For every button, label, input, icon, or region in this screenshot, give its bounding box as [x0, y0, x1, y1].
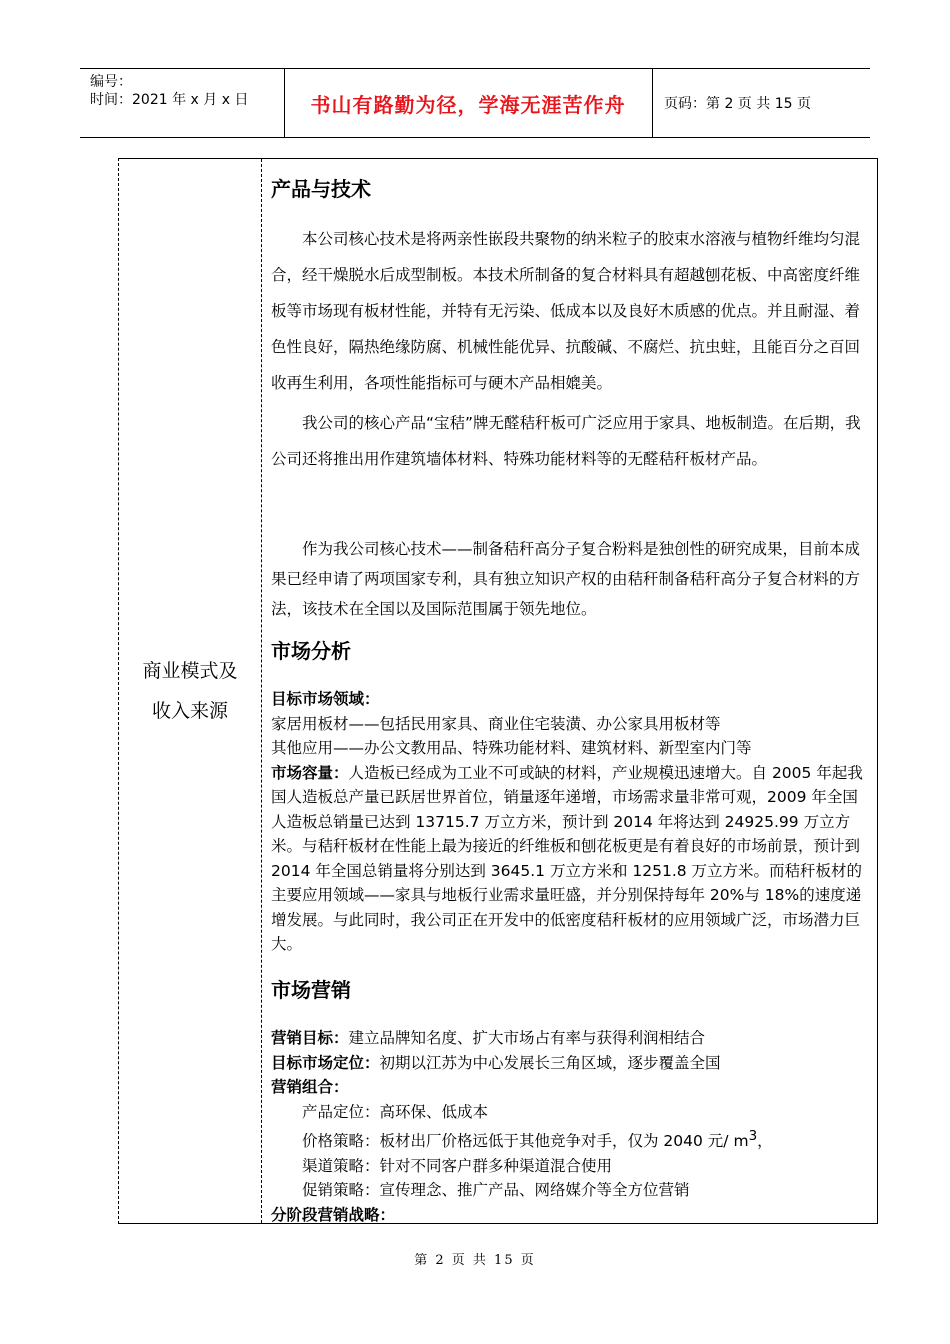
market-position [271, 1051, 867, 1076]
product-paragraph-3: 作为我公司核心技术——制备秸秆高分子复合粉料是独创性的研究成果，目前本成果已经申请了两项国家专利，具有独立知识产权的由秸秆制备秸秆高分子复合材料的方法，该技术在全国以及国际范围属于领先地位。 [271, 540, 861, 618]
marketing-mix-label: 营销组合： [271, 1078, 349, 1096]
market-capacity-label: 市场容量： [271, 763, 349, 782]
cubic-superscript: 3 [748, 1128, 758, 1144]
market-capacity [271, 761, 867, 957]
marketing-goal-label: 营销目标： [271, 1029, 349, 1047]
market-position-label: 目标市场定位： [271, 1053, 380, 1072]
marketing-mix-price-text: 价格策略：板材出厂价格远低于其他竞争对手，仅为 2040 元/ m [302, 1132, 749, 1151]
target-market-label: 目标市场领域： [271, 690, 380, 708]
number-label: 编号： [90, 74, 132, 90]
section-title-product: 产品与技术 [271, 177, 371, 201]
row-label-line2: 收入来源 [151, 700, 228, 722]
row-content-cell [262, 159, 877, 1223]
target-market-item-1: 家居用板材——包括民用家具、商业住宅装潢、办公家具用板材等 [271, 714, 721, 733]
header-meta [80, 69, 285, 137]
section-title-marketing: 市场营销 [271, 978, 351, 1002]
row-label-line1: 商业模式及 [142, 660, 238, 682]
market-analysis-block [271, 687, 867, 957]
section-title-market: 市场分析 [271, 639, 351, 663]
marketing-goal [271, 1026, 867, 1051]
market-position-text: 初期以江苏为中心发展长三角区域，逐步覆盖全国 [379, 1053, 721, 1072]
marketing-mix-price [271, 1124, 867, 1154]
content-table [118, 158, 878, 1224]
time-label: 时间：2021 年 x 月 x 日 [90, 92, 249, 108]
target-market-item-2: 其他应用——办公文教用品、特殊功能材料、建筑材料、新型室内门等 [271, 739, 752, 757]
marketing-block [271, 1026, 867, 1227]
product-paragraph-2: 我公司的核心产品“宝秸”牌无醛秸秆板可广泛应用于家具、地板制造。在后期，我公司还将推出用作建筑墙体材料、特殊功能材料等的无醛秸秆板材产品。 [271, 414, 861, 468]
marketing-goal-text: 建立品牌知名度、扩大市场占有率与获得利润相结合 [348, 1029, 706, 1047]
market-capacity-text: 人造板已经成为工业不可或缺的材料，产业规模迅速增大。自 2005 年起我国人造板总产量已跃居世界首位，销量逐年递增，市场需求量非常可观，2009 年全国人造板总销量已达到 13715.7 万立方米，预计到 2014 年将达到 24925.99 万立方米。与秸秆板材在性能上最为接近的纤维板和刨花板更是有着良好的市场前景，预计到 2014 年全国总销量将分别达到 3645.1 万立方米和 1251.8 万立方米。而秸秆板材的主要应用领域——家具与地板行业需求量旺盛，并分别保持每年 20%与 18%的速度递增发展。与此同时，我公司正在开发中的低密度秸秆板材的应用领域广泛，市场潜力巨大。 [271, 763, 863, 953]
marketing-mix-promotion: 促销策略：宣传理念、推广产品、网络媒介等全方位营销 [302, 1181, 690, 1200]
product-paragraph-1: 本公司核心技术是将两亲性嵌段共聚物的纳米粒子的胶束水溶液与植物纤维均匀混合，经干燥脱水后成型制板。本技术所制备的复合材料具有超越刨花板、中高密度纤维板等市场现有板材性能，并特有无污染、低成本以及良好木质感的优点。并且耐湿、着色性良好，隔热绝缘防腐、机械性能优异、抗酸碱、不腐烂、抗虫蛀，且能百分之百回收再生利用，各项性能指标可与硬木产品相媲美。 [271, 230, 861, 392]
row-label-cell [119, 159, 262, 1223]
marketing-mix-channel: 渠道策略：针对不同客户群多种渠道混合使用 [302, 1156, 613, 1175]
marketing-mix-price-end: ， [757, 1132, 773, 1151]
staged-strategy-label: 分阶段营销战略： [271, 1205, 396, 1224]
marketing-mix-product: 产品定位：高环保、低成本 [302, 1102, 489, 1121]
header-page-info: 页码：第 2 页 共 15 页 [664, 96, 811, 112]
page-header [80, 68, 870, 138]
row-label [119, 651, 261, 731]
header-motto: 书山有路勤为径，学海无涯苦作舟 [284, 69, 653, 137]
page-footer: 第 2 页 共 15 页 [414, 1253, 536, 1268]
